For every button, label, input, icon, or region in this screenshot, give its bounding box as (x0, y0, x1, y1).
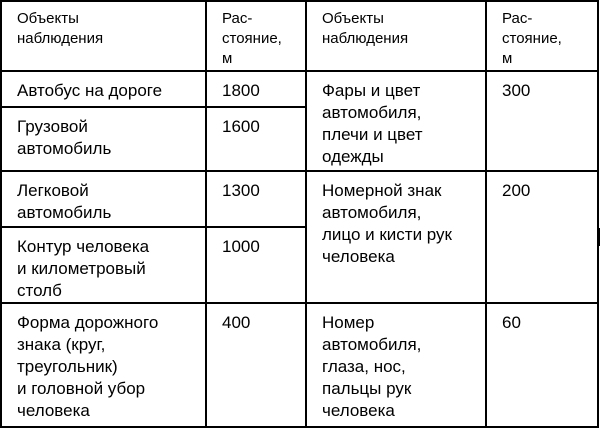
object-cell (306, 303, 486, 427)
header-distance-left (206, 1, 306, 71)
distance-text: 400 (222, 313, 251, 332)
header-objects-left-text: Объекты наблюдения (17, 10, 104, 47)
header-row (1, 1, 598, 71)
distance-text: 1800 (222, 81, 260, 100)
distance-text: 1300 (222, 181, 260, 200)
table-row (1, 303, 598, 427)
object-cell (306, 71, 486, 171)
distance-cell (486, 71, 598, 171)
table-row (1, 71, 598, 107)
object-text: Автобус на дороге (17, 81, 163, 100)
object-cell (1, 303, 206, 427)
header-objects-right (306, 1, 486, 71)
object-text: Форма дорожного знака (круг, треугольник) и головной убор человека (17, 313, 159, 420)
distance-cell (486, 303, 598, 427)
distance-text: 60 (502, 313, 521, 332)
object-cell (1, 171, 206, 227)
object-text: Грузовой автомобиль (17, 117, 112, 158)
table-row (1, 171, 598, 227)
distance-text: 1600 (222, 117, 260, 136)
header-distance-left-text: Рас- стояние, м (222, 10, 282, 67)
object-cell (1, 107, 206, 171)
object-text: Легковой автомобиль (17, 181, 112, 222)
distance-cell (486, 171, 598, 303)
distance-text: 200 (502, 181, 531, 200)
object-text: Контур человека и километровый столб (17, 237, 150, 300)
distance-cell (206, 227, 306, 303)
object-cell (1, 71, 206, 107)
distance-text: 300 (502, 81, 531, 100)
object-text: Номерной знак автомобиля, лицо и кисти рук человека (322, 181, 452, 266)
object-text: Номер автомобиля, глаза, нос, пальцы рук человека (322, 313, 422, 420)
object-text: Фары и цвет автомобиля, плечи и цвет одежды (322, 81, 423, 166)
header-objects-right-text: Объекты наблюдения (322, 10, 409, 47)
distance-cell (206, 171, 306, 227)
object-cell (306, 171, 486, 303)
distance-cell (206, 303, 306, 427)
distance-cell (206, 71, 306, 107)
distance-text: 1000 (222, 237, 260, 256)
header-distance-right-text: Рас- стояние, м (502, 10, 562, 67)
header-distance-right (486, 1, 598, 71)
object-cell (1, 227, 206, 303)
header-objects-left (1, 1, 206, 71)
distance-cell (206, 107, 306, 171)
